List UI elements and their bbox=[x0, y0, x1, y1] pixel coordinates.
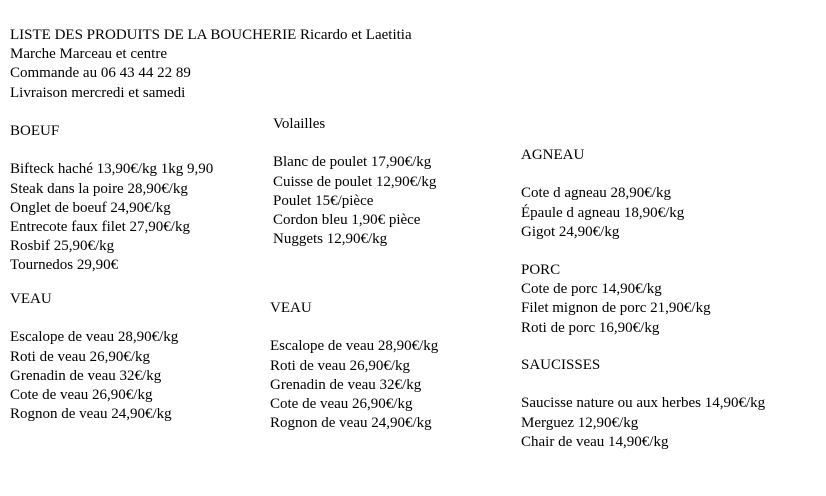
product-item: Escalope de veau 28,90€/kg bbox=[270, 338, 439, 355]
product-item: Grenadin de veau 32€/kg bbox=[270, 376, 422, 393]
section-heading-veau: VEAU bbox=[270, 300, 312, 316]
section-heading-veau: VEAU bbox=[10, 291, 52, 307]
product-item: Gigot 24,90€/kg bbox=[521, 223, 620, 240]
product-item: Steak dans la poire 28,90€/kg bbox=[10, 180, 188, 197]
section-veau-col2 bbox=[270, 299, 438, 433]
product-item: Roti de veau 26,90€/kg bbox=[270, 357, 410, 374]
product-item: Onglet de boeuf 24,90€/kg bbox=[10, 199, 171, 216]
product-item: Bifteck haché 13,90€/kg 1kg 9,90 bbox=[10, 161, 214, 178]
product-item: Cote de veau 26,90€/kg bbox=[270, 395, 413, 412]
delivery-days: Livraison mercredi et samedi bbox=[10, 84, 186, 101]
shop-location: Marche Marceau et centre bbox=[10, 46, 167, 63]
product-item: Grenadin de veau 32€/kg bbox=[10, 367, 162, 384]
order-phone: Commande au 06 43 44 22 89 bbox=[10, 65, 191, 82]
section-saucisses bbox=[521, 356, 765, 452]
product-item: Cote de veau 26,90€/kg bbox=[10, 386, 153, 403]
product-item: Cote de porc 14,90€/kg bbox=[521, 281, 662, 298]
product-item: Nuggets 12,90€/kg bbox=[273, 231, 388, 248]
product-item: Roti de veau 26,90€/kg bbox=[10, 348, 150, 365]
section-veau-col1 bbox=[10, 290, 178, 424]
document-title: LISTE DES PRODUITS DE LA BOUCHERIE Ricardo et Laetitia bbox=[10, 27, 412, 43]
product-item: Filet mignon de porc 21,90€/kg bbox=[521, 300, 711, 317]
section-heading-volailles: Volailles bbox=[273, 116, 326, 132]
product-item: Rognon de veau 24,90€/kg bbox=[10, 406, 172, 423]
product-item: Merguez 12,90€/kg bbox=[521, 414, 639, 431]
section-heading-porc: PORC bbox=[521, 262, 561, 278]
section-volailles bbox=[273, 115, 436, 249]
product-item: Escalope de veau 28,90€/kg bbox=[10, 329, 179, 346]
document-header bbox=[10, 26, 412, 103]
product-item: Chair de veau 14,90€/kg bbox=[521, 433, 669, 450]
product-item: Rosbif 25,90€/kg bbox=[10, 238, 115, 255]
product-item: Tournedos 29,90€ bbox=[10, 257, 119, 274]
section-heading-agneau: AGNEAU bbox=[521, 147, 585, 163]
product-item: Rognon de veau 24,90€/kg bbox=[270, 415, 432, 432]
product-item: Saucisse nature ou aux herbes 14,90€/kg bbox=[521, 395, 766, 412]
product-item: Épaule d agneau 18,90€/kg bbox=[521, 204, 685, 221]
section-heading-saucisses: SAUCISSES bbox=[521, 357, 601, 373]
product-item: Roti de porc 16,90€/kg bbox=[521, 319, 660, 336]
section-porc bbox=[521, 261, 711, 338]
section-agneau bbox=[521, 146, 684, 242]
product-item: Cuisse de poulet 12,90€/kg bbox=[273, 173, 437, 190]
product-item: Poulet 15€/pièce bbox=[273, 192, 374, 209]
product-item: Entrecote faux filet 27,90€/kg bbox=[10, 218, 190, 235]
product-item: Blanc de poulet 17,90€/kg bbox=[273, 154, 432, 171]
section-heading-boeuf: BOEUF bbox=[10, 123, 60, 139]
section-boeuf bbox=[10, 122, 213, 276]
product-item: Cordon bleu 1,90€ pièce bbox=[273, 211, 421, 228]
product-item: Cote d agneau 28,90€/kg bbox=[521, 185, 671, 202]
